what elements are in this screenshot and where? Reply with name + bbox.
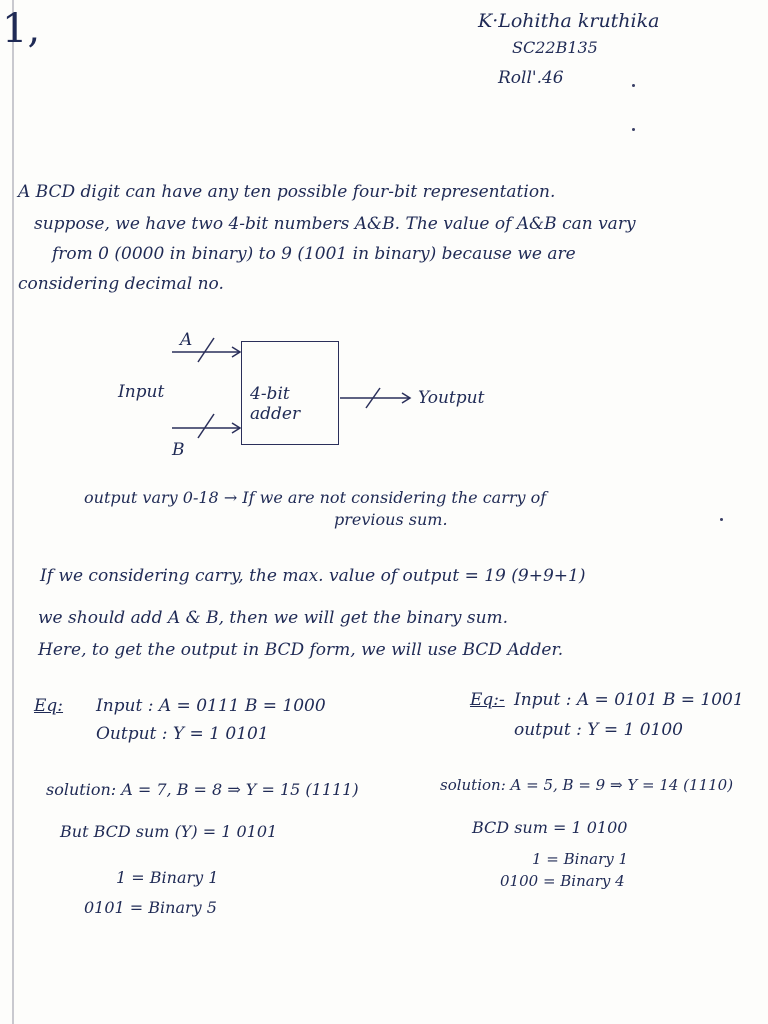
carry-line-3: Here, to get the output in BCD form, we will use BCD Adder. <box>38 640 564 660</box>
carry-line-1: If we considering carry, the max. value of output = 19 (9+9+1) <box>40 566 586 586</box>
right-example-label: Eq:- <box>470 690 505 710</box>
intro-line-2: suppose, we have two 4-bit numbers A&B. The value of A&B can vary <box>34 214 636 234</box>
left-binary-1: 1 = Binary 1 <box>116 868 219 887</box>
adder-label-line-1: 4-bit <box>250 384 290 404</box>
input-label: Input <box>118 382 165 402</box>
left-solution: solution: A = 7, B = 8 ⇒ Y = 15 (1111) <box>46 780 359 799</box>
input-a-bus-slash <box>198 338 214 362</box>
page-number: 1, <box>2 6 41 52</box>
right-example-output: output : Y = 1 0100 <box>514 720 683 740</box>
output-range-line-2: previous sum. <box>334 510 448 529</box>
left-bcd-sum: But BCD sum (Y) = 1 0101 <box>60 822 278 841</box>
right-solution: solution: A = 5, B = 9 ⇒ Y = 14 (1110) <box>440 776 734 794</box>
left-binary-2: 0101 = Binary 5 <box>84 898 217 917</box>
left-example-input: Input : A = 0111 B = 1000 <box>96 696 326 716</box>
output-range-line-1: output vary 0-18 → If we are not considering the carry of <box>84 488 547 507</box>
intro-line-3: from 0 (0000 in binary) to 9 (1001 in binary) because we are <box>52 244 576 264</box>
intro-line-1: A BCD digit can have any ten possible four-bit representation. <box>18 182 556 202</box>
output-label: Youtput <box>418 388 485 408</box>
adder-block-label <box>250 384 300 424</box>
carry-line-2: we should add A & B, then we will get the binary sum. <box>38 608 509 628</box>
author-name: K·Lohitha kruthika <box>478 10 660 32</box>
student-id: SC22B135 <box>512 38 598 57</box>
stray-dot <box>720 518 723 521</box>
input-b-bus-slash <box>198 414 214 438</box>
adder-label-line-2: adder <box>250 404 301 424</box>
input-b-label: B <box>172 440 185 460</box>
right-binary-1: 1 = Binary 1 <box>532 850 629 868</box>
right-example-input: Input : A = 0101 B = 1001 <box>514 690 744 710</box>
input-a-label: A <box>180 330 193 350</box>
intro-line-4: considering decimal no. <box>18 274 224 294</box>
left-example-output: Output : Y = 1 0101 <box>96 724 269 744</box>
roll-number: Roll'.46 <box>498 68 564 88</box>
right-binary-2: 0100 = Binary 4 <box>500 872 625 890</box>
four-bit-adder-block <box>241 341 339 445</box>
right-bcd-sum: BCD sum = 1 0100 <box>472 818 628 837</box>
left-example-label: Eq: <box>34 696 64 716</box>
